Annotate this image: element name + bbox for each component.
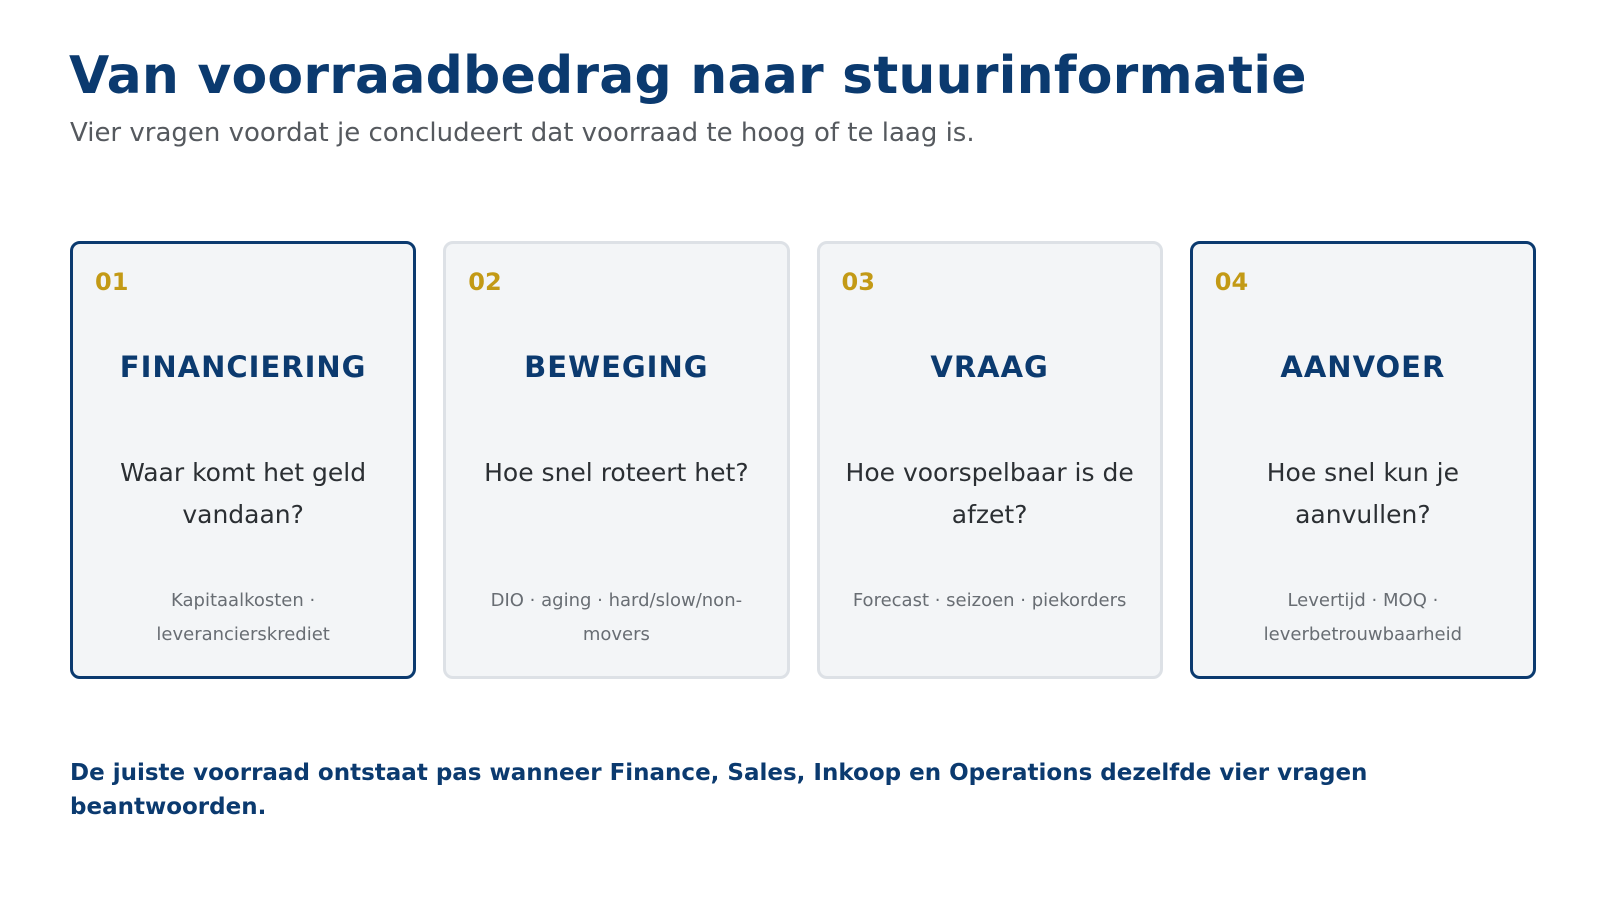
card-question: Hoe snel roteert het?	[484, 458, 749, 487]
question-cards	[70, 241, 1536, 679]
card-question: Waar komt het geld vandaan?	[120, 458, 367, 529]
card-beweging	[443, 241, 789, 679]
card-number: 02	[468, 268, 502, 296]
card-question: Hoe voorspelbaar is de afzet?	[845, 458, 1134, 529]
page-subtitle: Vier vragen voordat je concludeert dat voorraad te hoog of te laag is.	[70, 118, 975, 148]
card-detail: Levertijd · MOQ · leverbetrouwbaarheid	[1263, 590, 1463, 645]
card-number: 04	[1214, 268, 1249, 296]
card-number: 01	[95, 268, 129, 296]
card-aanvoer	[1190, 241, 1536, 679]
footer-conclusion: De juiste voorraad ontstaat pas wanneer Finance, Sales, Inkoop en Operations dezelfde vier vragen beantwoorden.	[70, 760, 1368, 820]
card-question: Hoe snel kun je aanvullen?	[1266, 458, 1459, 529]
card-vraag	[817, 241, 1163, 679]
card-label: VRAAG	[930, 350, 1049, 384]
card-detail: Forecast · seizoen · piekorders	[852, 590, 1127, 611]
page-title: Van voorraadbedrag naar stuurinformatie	[69, 46, 1307, 106]
card-detail: DIO · aging · hard/slow/non-movers	[490, 590, 743, 645]
card-financiering	[70, 241, 416, 679]
card-number: 03	[841, 268, 875, 296]
card-label: AANVOER	[1280, 350, 1446, 384]
card-label: FINANCIERING	[119, 350, 367, 384]
card-detail: Kapitaalkosten · leverancierskrediet	[156, 590, 330, 645]
card-label: BEWEGING	[524, 350, 709, 384]
